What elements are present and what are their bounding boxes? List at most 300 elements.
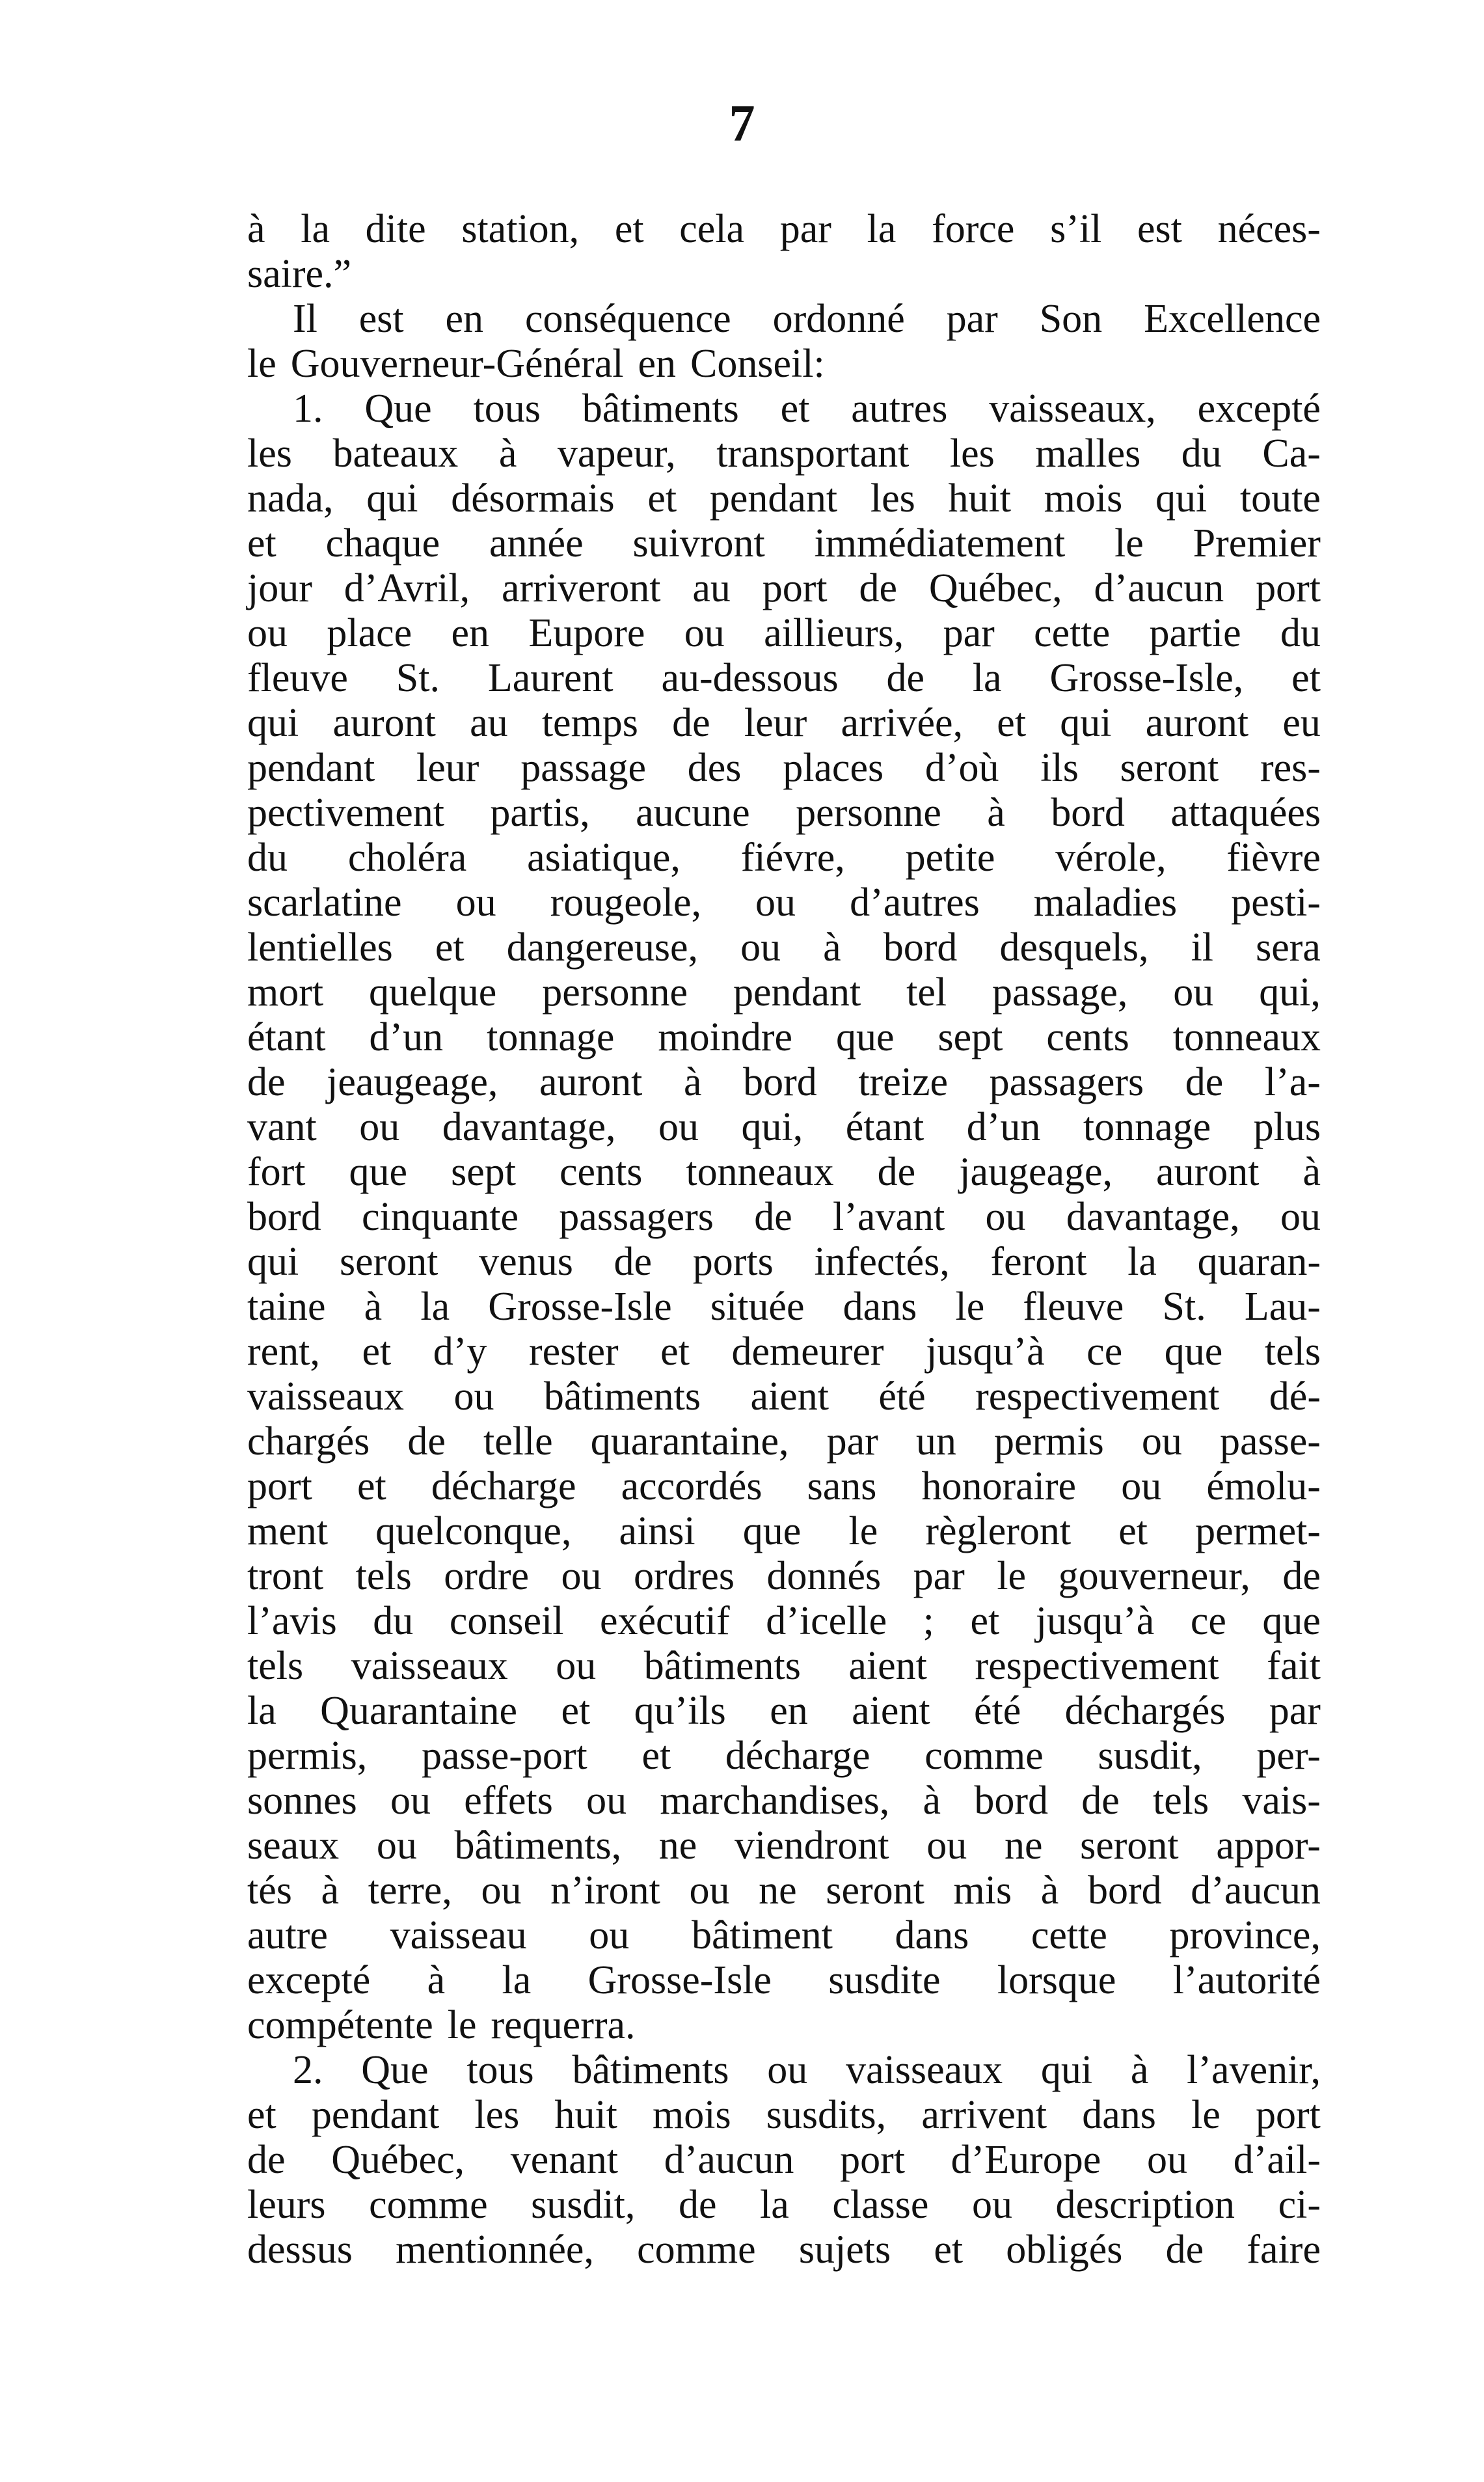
word: port [762, 566, 828, 610]
word: et [997, 701, 1027, 745]
word: tés [247, 1868, 292, 1913]
text-line [247, 791, 1321, 836]
text-line [247, 1330, 1321, 1374]
word: force [932, 207, 1015, 251]
word: passagers [989, 1060, 1144, 1104]
word: bâtiments [643, 1644, 801, 1688]
word: vapeur, [557, 431, 676, 476]
word: treize [858, 1060, 948, 1104]
word: ou [1121, 1464, 1162, 1508]
word: cela [679, 207, 745, 251]
word: ou [1173, 970, 1214, 1015]
word: aillieurs, [764, 611, 904, 655]
word: Son [1039, 297, 1103, 341]
word: demeurer [731, 1330, 884, 1374]
word: ou [985, 1195, 1026, 1239]
word: dé- [1269, 1374, 1321, 1419]
word: fiévre, [740, 836, 845, 880]
word: ou [684, 611, 725, 655]
word: et [247, 2093, 277, 2137]
word: quelconque, [375, 1509, 572, 1553]
word: tonnage [487, 1015, 615, 1059]
word: scarlatine [247, 880, 402, 925]
word: pendant [709, 476, 838, 521]
word: viendront [734, 1823, 889, 1868]
text-line [247, 1823, 1321, 1868]
word: qui [1040, 2048, 1093, 2092]
word: marchandises, [660, 1779, 890, 1823]
word: susdite [828, 1958, 941, 2002]
word: et [247, 521, 277, 566]
word: ils [1040, 746, 1079, 790]
word: per- [1256, 1734, 1321, 1778]
word: pendant [733, 970, 861, 1015]
word: arrivée, [841, 701, 964, 745]
word: ou [926, 1823, 967, 1868]
word: désormais [451, 476, 615, 521]
word: à [987, 791, 1005, 835]
text-line [247, 1913, 1321, 1958]
word: tront [247, 1554, 324, 1598]
word: mois [1044, 476, 1123, 521]
word: et [435, 925, 465, 970]
word: d’un [966, 1105, 1041, 1149]
word: et [614, 207, 644, 251]
word: d’où [924, 746, 999, 790]
word: néces- [1217, 207, 1321, 251]
word: Gouverneur-Général [290, 342, 624, 386]
word: le [247, 342, 277, 386]
text-line [247, 297, 1321, 342]
word: en [770, 1689, 808, 1733]
word: d’Europe [951, 2138, 1101, 2182]
word: maladies [1033, 880, 1178, 925]
word: s’il [1050, 207, 1102, 251]
word: vaisseaux [247, 1374, 405, 1419]
word: les [870, 476, 915, 521]
word: jour [247, 566, 312, 610]
text-line [247, 1779, 1321, 1823]
word: de [877, 1150, 916, 1194]
word: bâtiments [572, 2048, 729, 2092]
text-line [247, 1105, 1321, 1150]
word: Québec, [331, 2138, 465, 2182]
word: susdit, [1098, 1734, 1202, 1778]
word: d’icelle [766, 1599, 887, 1643]
word: cents [559, 1150, 643, 1194]
word: ou [390, 1779, 431, 1823]
word: huit [554, 2093, 617, 2137]
word: Excellence [1144, 297, 1321, 341]
word: vérole, [1055, 836, 1167, 880]
text-line [247, 1734, 1321, 1779]
word: d’aucun [664, 2138, 794, 2182]
word: le [1191, 2093, 1221, 2137]
word: ordre [444, 1554, 530, 1598]
word: mois [653, 2093, 731, 2137]
word: que [1164, 1330, 1223, 1374]
text-line [247, 1868, 1321, 1913]
word: qui [1060, 701, 1112, 745]
word: au [470, 701, 508, 745]
text-line [247, 2093, 1321, 2138]
body-text [247, 207, 1321, 2272]
word: place [327, 611, 412, 655]
word: saire.” [247, 252, 352, 296]
word: classe [832, 2183, 929, 2227]
word: partis, [490, 791, 590, 835]
text-line [247, 880, 1321, 925]
text-line [247, 1374, 1321, 1419]
word: aient [852, 1689, 930, 1733]
word: l’a- [1264, 1060, 1321, 1104]
word: Grosse-Isle [587, 1958, 772, 2002]
word: Grosse-Isle [488, 1285, 672, 1329]
word: vant [247, 1105, 317, 1149]
word: immédiatement [814, 521, 1066, 566]
word: bord [883, 925, 958, 970]
text-line [247, 746, 1321, 791]
word: ; [923, 1599, 934, 1643]
word: res- [1260, 746, 1321, 790]
word: Conseil: [690, 342, 825, 386]
text-line [247, 2228, 1321, 2272]
word: cinquante [361, 1195, 519, 1239]
word: respectivement [975, 1374, 1220, 1419]
word: bâtiment [691, 1913, 833, 1957]
word: auront [1156, 1150, 1260, 1194]
word: fait [1267, 1644, 1321, 1688]
text-line [247, 970, 1321, 1015]
word: le [848, 1509, 878, 1553]
word: station, [461, 207, 580, 251]
word: ou [481, 1868, 522, 1913]
word: la [972, 656, 1002, 700]
word: à [1040, 1868, 1059, 1913]
word: ainsi [619, 1509, 695, 1553]
text-line [247, 1599, 1321, 1644]
word: toute [1239, 476, 1321, 521]
text-line [247, 342, 1321, 387]
text-line [247, 2003, 1321, 2048]
word: vais- [1242, 1779, 1321, 1823]
word: davantage, [442, 1105, 616, 1149]
text-line [247, 925, 1321, 970]
word: obligés [1006, 2228, 1123, 2272]
word: qui [247, 1240, 299, 1284]
word: cette [1031, 1913, 1107, 1957]
word: les [949, 431, 995, 476]
word: par [826, 1419, 878, 1464]
word: ports [692, 1240, 774, 1284]
word: seront [1120, 746, 1219, 790]
word: Grosse-Isle, [1049, 656, 1244, 700]
word: du [373, 1599, 414, 1643]
word: taine [247, 1285, 326, 1329]
word: effets [464, 1779, 553, 1823]
word: rester [528, 1330, 619, 1374]
word: permis, [247, 1734, 368, 1778]
word: choléra [347, 836, 467, 880]
word: Lau- [1244, 1285, 1321, 1329]
word: des [687, 746, 742, 790]
word: décharge [431, 1464, 576, 1508]
word: la [301, 207, 330, 251]
word: asiatique, [527, 836, 681, 880]
word: étant [247, 1015, 326, 1059]
word: du [1181, 431, 1222, 476]
word: places [783, 746, 884, 790]
word: de [1165, 2228, 1204, 2272]
word: émolu- [1206, 1464, 1321, 1508]
word: en [445, 297, 484, 341]
text-line [247, 611, 1321, 656]
word: nada, [247, 476, 334, 521]
word: le [955, 1285, 985, 1329]
word: de [614, 1240, 653, 1284]
word: passagers [559, 1195, 714, 1239]
text-line [247, 1195, 1321, 1240]
word: et [970, 1599, 1000, 1643]
word: ou [1147, 2138, 1188, 2182]
text-line [247, 1644, 1321, 1689]
word: ne [759, 1868, 797, 1913]
word: la [1127, 1240, 1157, 1284]
word: moindre [658, 1015, 792, 1059]
word: arrivent [921, 2093, 1047, 2137]
word: sera [1256, 925, 1321, 970]
word: compétente [247, 2003, 433, 2047]
word: été [973, 1689, 1021, 1733]
word: seront [1080, 1823, 1179, 1868]
word: les [247, 431, 292, 476]
word: autre [247, 1913, 328, 1957]
word: dite [365, 207, 426, 251]
word: vaisseau [390, 1913, 527, 1957]
word: dessus [247, 2228, 353, 2272]
word: pendant [247, 746, 375, 790]
word: qui, [741, 1105, 803, 1149]
word: tonneaux [686, 1150, 834, 1194]
word: d’aucun [1094, 566, 1224, 610]
word: qu’ils [634, 1689, 726, 1733]
word: venant [510, 2138, 619, 2182]
text-line [247, 1015, 1321, 1060]
word: tous [466, 2048, 534, 2092]
word: à [364, 1285, 383, 1329]
page-number: 7 [729, 95, 755, 152]
word: ou [1141, 1419, 1182, 1464]
word: fleuve [247, 656, 348, 700]
word: la [760, 2183, 789, 2227]
word: année [489, 521, 584, 566]
word: et [934, 2228, 964, 2272]
word: tous [473, 387, 541, 431]
word: exécutif [600, 1599, 730, 1643]
word: jaugeage, [959, 1150, 1113, 1194]
word: pesti- [1231, 880, 1321, 925]
word: sonnes [247, 1779, 357, 1823]
word: la [247, 1689, 277, 1733]
word: permis [993, 1419, 1104, 1464]
word: et [362, 1330, 392, 1374]
word: mis [953, 1868, 1012, 1913]
word: à [823, 925, 841, 970]
text-line [247, 1419, 1321, 1464]
word: de [1081, 1779, 1120, 1823]
word: ou [689, 1868, 730, 1913]
word: bord [743, 1060, 817, 1104]
word: lentielles [247, 925, 393, 970]
word: mentionnée, [396, 2228, 594, 2272]
word: décharge [725, 1734, 870, 1778]
word: terre, [368, 1868, 452, 1913]
word: passe-port [421, 1734, 587, 1778]
word: seront [339, 1240, 438, 1284]
word: dans [1082, 2093, 1156, 2137]
word: l’avenir, [1187, 2048, 1321, 2092]
word: quarantaine, [590, 1419, 789, 1464]
word: attaquées [1170, 791, 1321, 835]
word: ce [1086, 1330, 1123, 1374]
text-line [247, 252, 1321, 297]
word: de [859, 566, 897, 610]
word: par [1269, 1689, 1321, 1733]
word: requerra. [491, 2003, 636, 2047]
word: ou [755, 880, 796, 925]
word: quaran- [1197, 1240, 1321, 1284]
text-line [247, 1150, 1321, 1195]
word: tels [247, 1644, 304, 1688]
word: lorsque [997, 1958, 1116, 2002]
word: d’un [369, 1015, 444, 1059]
word: par [943, 611, 995, 655]
word: seront [826, 1868, 924, 1913]
word: à [1130, 2048, 1149, 2092]
word: Eupore [528, 611, 645, 655]
word: seaux [247, 1823, 340, 1868]
word: rougeole, [550, 880, 702, 925]
word: aient [848, 1644, 927, 1688]
word: vaisseaux [846, 2048, 1003, 2092]
word: davantage, [1066, 1195, 1240, 1239]
word: honoraire [921, 1464, 1077, 1508]
text-line [247, 2138, 1321, 2183]
word: province, [1169, 1913, 1321, 1957]
word: mort [247, 970, 324, 1015]
word: fièvre [1226, 836, 1321, 880]
word: ou [247, 611, 288, 655]
word: bord [247, 1195, 321, 1239]
word: ou [586, 1779, 627, 1823]
word: et [641, 1734, 671, 1778]
word: comme [637, 2228, 756, 2272]
word: personne [542, 970, 688, 1015]
word: sept [938, 1015, 1003, 1059]
word: tels [1153, 1779, 1209, 1823]
word: cents [1046, 1015, 1129, 1059]
word: et [660, 1330, 690, 1374]
word: ou [740, 925, 781, 970]
word: et [357, 1464, 386, 1508]
word: Québec, [928, 566, 1062, 610]
word: feront [990, 1240, 1087, 1284]
word: est [1137, 207, 1182, 251]
word: malles [1035, 431, 1141, 476]
word: vaisseaux, [989, 387, 1156, 431]
word: fort [247, 1150, 306, 1194]
word: que [1262, 1599, 1321, 1643]
word: arriveront [502, 566, 661, 610]
word: tonnage [1083, 1105, 1211, 1149]
word: jusqu’à [1035, 1599, 1155, 1643]
text-line [247, 1060, 1321, 1105]
word: plus [1253, 1105, 1321, 1149]
word: ment [247, 1509, 328, 1553]
word: passage [520, 746, 646, 790]
word: règleront [925, 1509, 1072, 1553]
word: sans [807, 1464, 877, 1508]
word: qui [1155, 476, 1207, 521]
word: comme [924, 1734, 1044, 1778]
word: un [915, 1419, 956, 1464]
word: rent, [247, 1330, 320, 1374]
word: pendant [311, 2093, 440, 2137]
text-line [247, 431, 1321, 476]
word: St. [396, 656, 440, 700]
text-line [247, 2048, 1321, 2093]
word: ou [767, 2048, 808, 2092]
word: à [498, 431, 517, 476]
word: transportant [716, 431, 910, 476]
word: port [247, 1464, 312, 1508]
word: de [1282, 1554, 1321, 1598]
text-line [247, 836, 1321, 880]
word: bâtiments [582, 387, 739, 431]
word: ou [556, 1644, 597, 1688]
word: n’iront [550, 1868, 660, 1913]
word: les [474, 2093, 520, 2137]
word: de [672, 701, 710, 745]
word: de [247, 1060, 286, 1104]
word: ce [1190, 1599, 1226, 1643]
text-line [247, 1240, 1321, 1285]
word: donnés [766, 1554, 882, 1598]
word: et [561, 1689, 591, 1733]
word: le [1114, 521, 1144, 566]
word: auront [1145, 701, 1249, 745]
word: le [997, 1554, 1027, 1598]
word: faire [1247, 2228, 1321, 2272]
text-line [247, 656, 1321, 701]
word: bord [974, 1779, 1048, 1823]
word: au [692, 566, 731, 610]
word: et [1118, 1509, 1148, 1553]
word: le [447, 2003, 477, 2047]
word: la [502, 1958, 532, 2002]
word: personne [796, 791, 941, 835]
word: que [742, 1509, 802, 1553]
word: qui [366, 476, 418, 521]
word: ou [658, 1105, 699, 1149]
word: 2. [293, 2048, 323, 2092]
word: aient [750, 1374, 829, 1419]
word: suivront [632, 521, 765, 566]
word: ou [455, 880, 496, 925]
word: ou [359, 1105, 400, 1149]
word: chargés [247, 1419, 370, 1464]
word: à [321, 1868, 340, 1913]
